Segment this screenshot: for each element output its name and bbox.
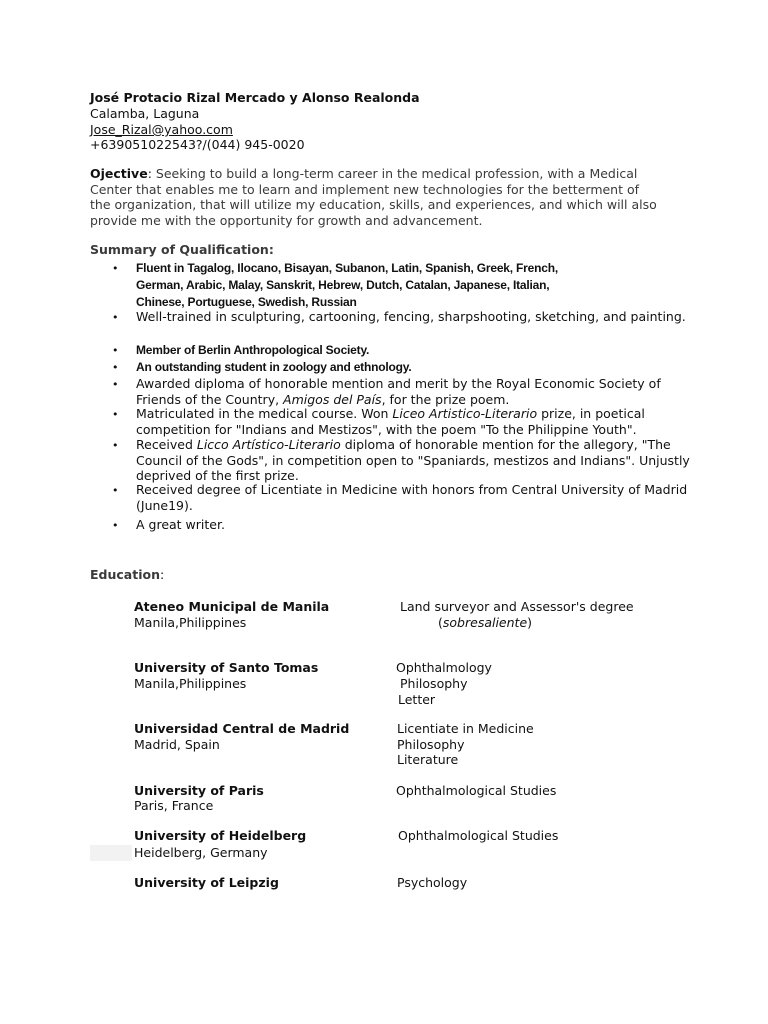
education-heading: Education [90,567,160,582]
highlight-shade [90,845,132,861]
qualification-item: Member of Berlin Anthropological Society. [136,343,370,357]
email-link[interactable]: Jose_Rizal@yahoo.com [90,122,233,137]
bullet-icon: • [112,378,119,391]
education-colon: : [159,567,165,582]
applicant-name: José Protacio Rizal Mercado y Alonso Realonda [90,90,420,105]
qualification-text: Matriculated in the medical course. Won [136,406,393,421]
qualification-item: Received degree of Licentiate in Medicine with honors from Central University of Madrid (June19). [136,482,688,513]
school-name: University of Leipzig [134,875,279,890]
school-name: Universidad Central de Madrid [134,721,350,736]
qualification-item: Well-trained in sculpturing, cartooning, fencing, sharpshooting, sketching, and painting. [136,309,686,324]
summary-heading: Summary of Qualification: [90,242,274,257]
degree-note: (sobresaliente) [438,615,533,630]
applicant-address: Calamba, Laguna [90,106,200,121]
school-name: University of Paris [134,783,264,798]
school-location: Heidelberg, Germany [134,845,268,860]
qualification-item [136,406,696,437]
degree-item: Philosophy [397,737,465,752]
degree-item: Land surveyor and Assessor's degree [400,599,634,614]
qualification-item: A great writer. [136,517,225,532]
school-location: Madrid, Spain [134,737,220,752]
school-name: Ateneo Municipal de Manila [134,599,330,614]
degree-item: Ophthalmological Studies [396,783,557,798]
school-name: University of Heidelberg [134,828,307,843]
bullet-icon: • [112,519,119,532]
qualification-italic: Amigos del País [283,391,382,407]
bullet-icon: • [112,361,119,374]
school-location: Manila,Philippines [134,676,247,691]
degree-item: Psychology [397,875,468,890]
school-location: Paris, France [134,798,214,813]
degree-note-italic: sobresaliente [442,615,528,630]
qualification-item [136,376,696,407]
degree-item: Literature [397,752,459,767]
degree-item: Philosophy [400,676,468,691]
objective-text: Seeking to build a long-term career in the medical profession, with a Medical Center that enables me to learn and implement new technologies for the betterment of the organization, that will utilize my education, skills, and experiences, and which will also provide me with the opportunity for growth and advancement. [90,166,657,228]
qualification-text: prize, in poetical competition for "Indians and Mestizos", with the poem "To the Philippine Youth". [136,406,645,437]
bullet-icon: • [112,484,119,497]
objective-section [90,166,660,228]
degree-item: Ophthalmology [396,660,492,675]
qualification-text: diploma of honorable mention for the allegory, "The Council of the Gods", in competition open to "Spaniards, mestizos and Indians". Unjustly deprived of the first prize. [136,437,690,483]
qualification-item: Fluent in Tagalog, Ilocano, Bisayan, Subanon, Latin, Spanish, Greek, French, German, Arabic, Malay, Sanskrit, Hebrew, Dutch, Catalan, Japanese, Italian, Chinese, Portuguese, Swedish, Russian [136,261,558,309]
qualification-text: Awarded diploma of honorable mention and merit by the Royal Economic Society of Friends of the Country, [136,376,661,407]
qualification-text: Received [136,437,197,452]
degree-item: Ophthalmological Studies [398,828,559,843]
school-location: Manila,Philippines [134,615,247,630]
phone-number: +639051022543?/(044) 945-0020 [90,137,305,152]
degree-item: Letter [398,692,436,707]
bullet-icon: • [112,439,119,452]
qualification-item [136,437,696,484]
bullet-icon: • [112,311,119,324]
qualification-text: , for the prize poem. [381,391,510,407]
qualification-italic: Liceo Artistico-Literario [392,406,538,421]
bullet-icon: • [112,344,119,357]
bullet-icon: • [112,262,119,275]
school-name: University of Santo Tomas [134,660,319,675]
education-heading-row [90,567,164,582]
degree-item: Licentiate in Medicine [397,721,534,736]
objective-label: Ojective [90,166,148,181]
qualification-italic: Licco Artístico-Literario [196,437,341,452]
qualification-item: An outstanding student in zoology and ethnology. [136,360,412,374]
bullet-icon: • [112,408,119,421]
objective-colon: : [147,166,152,181]
